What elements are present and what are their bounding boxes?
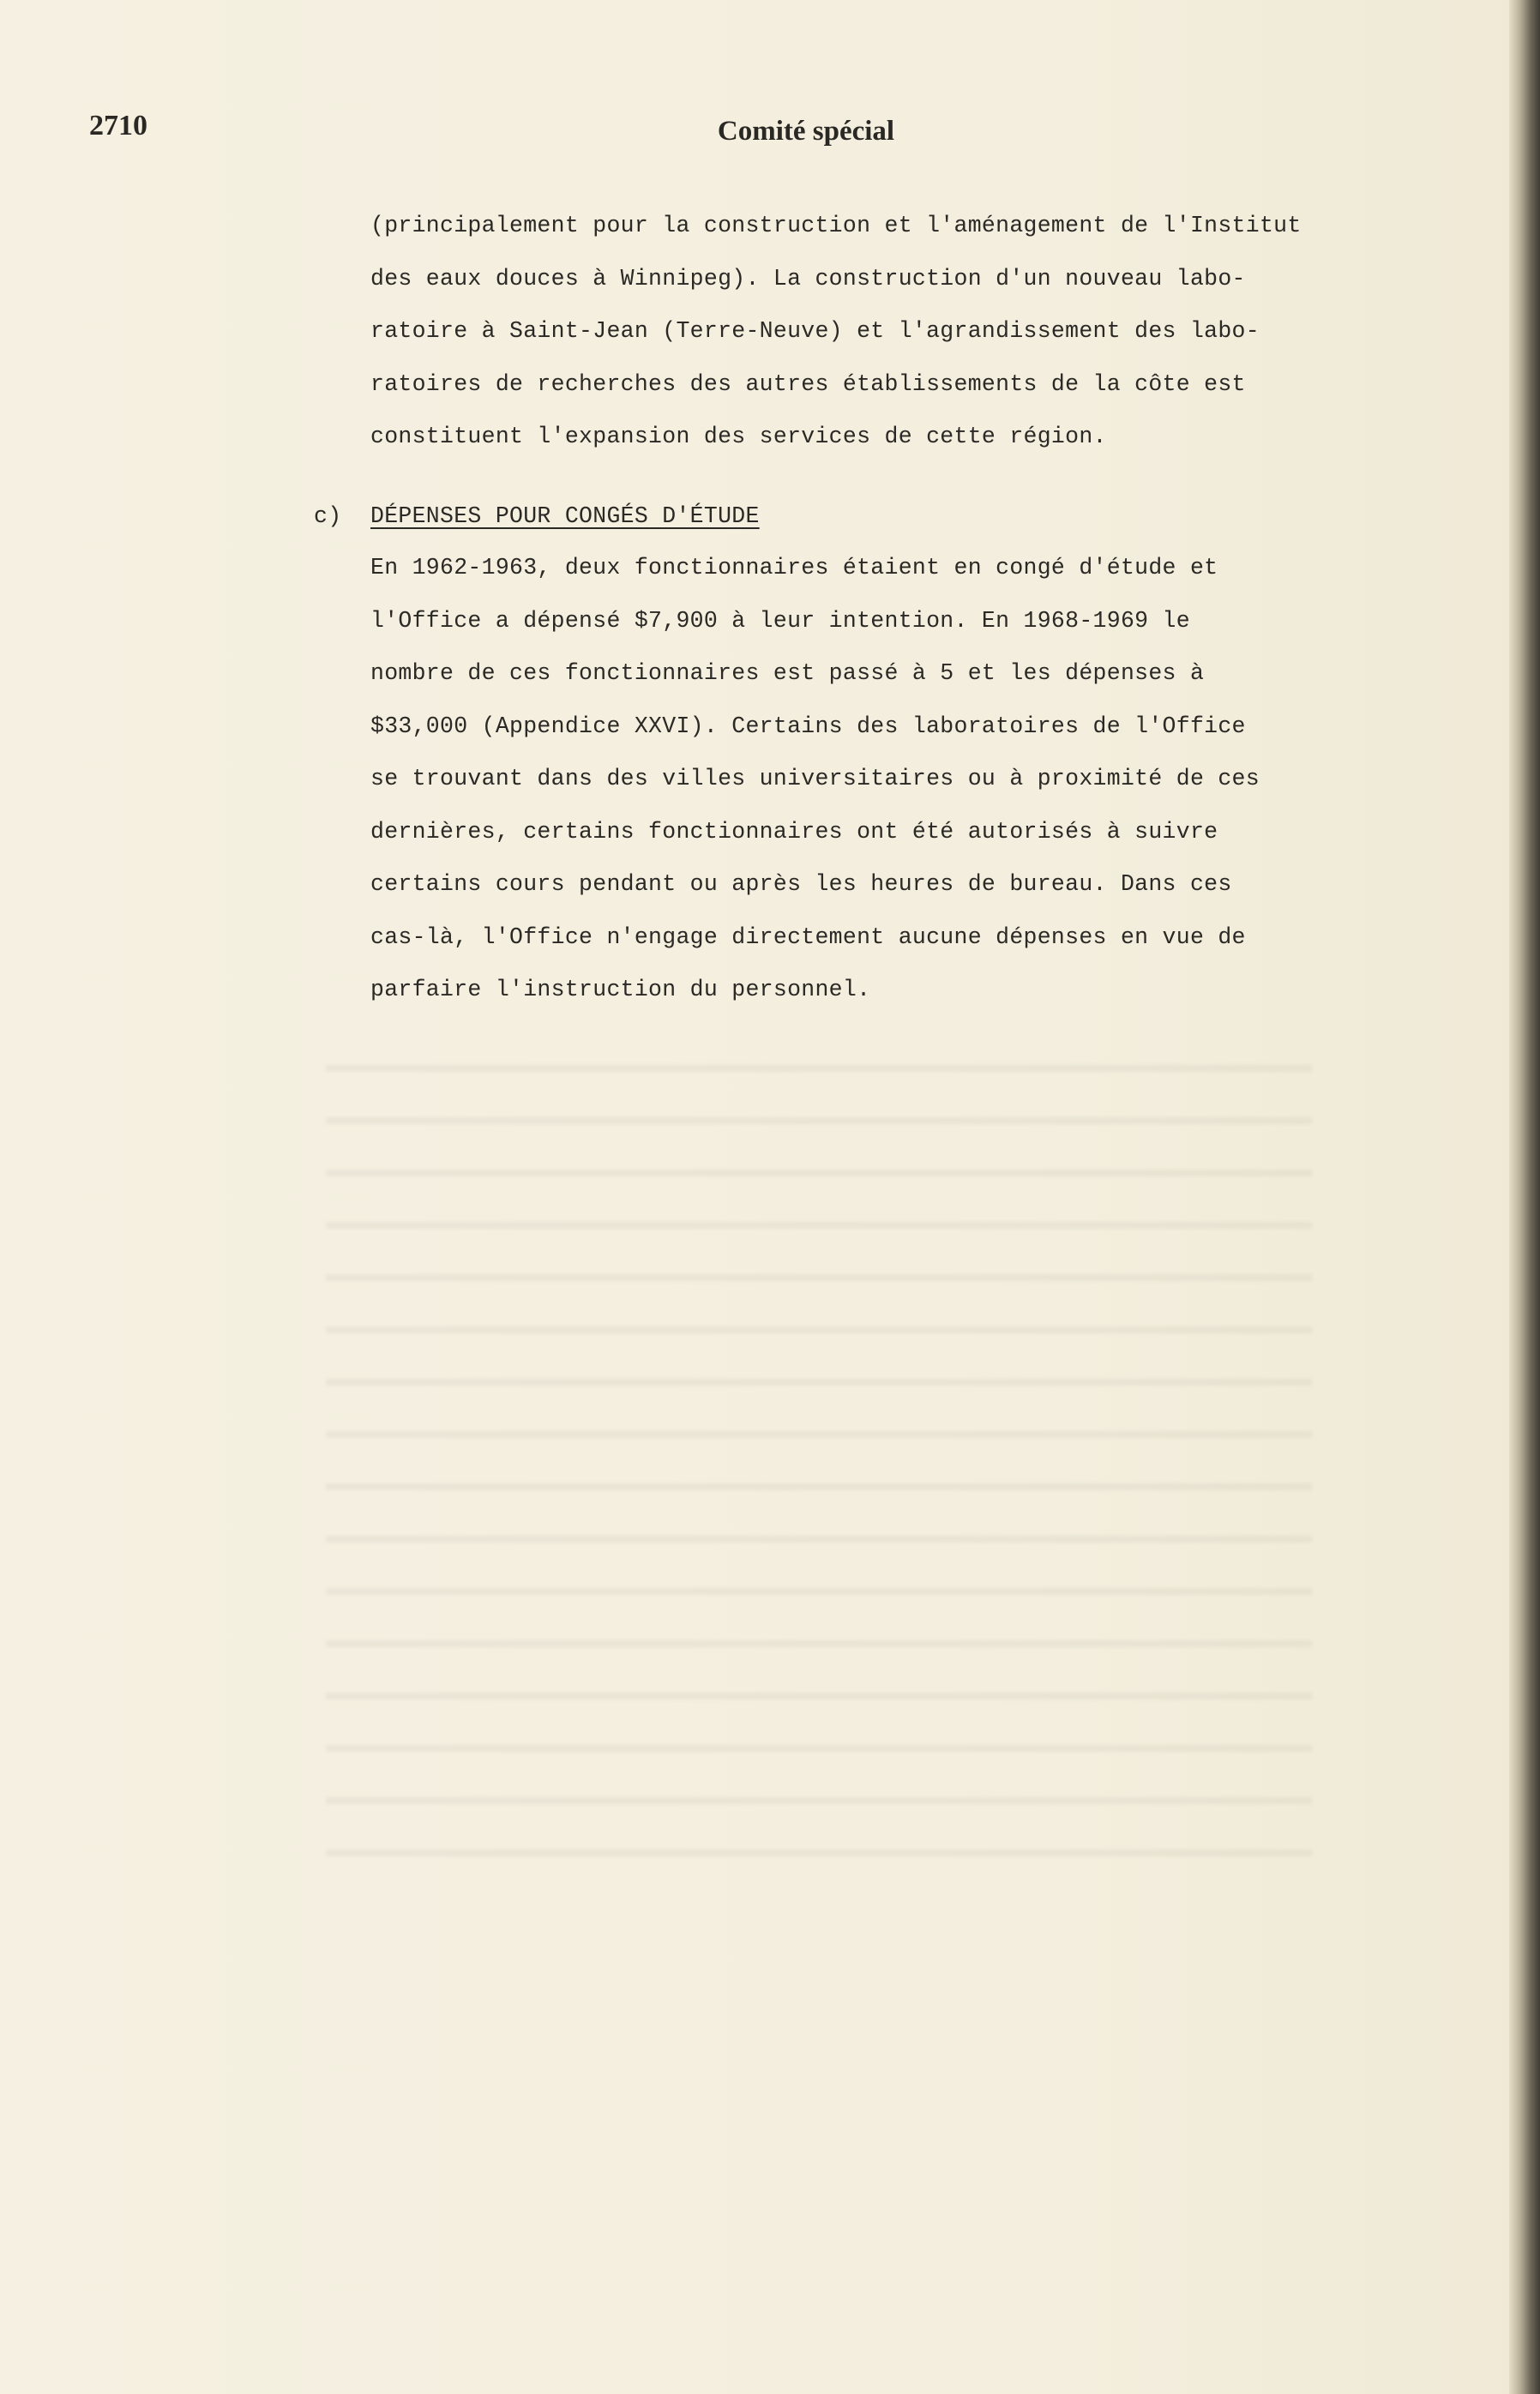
text-line: certains cours pendant ou après les heures de bureau. Dans ces — [370, 871, 1232, 897]
section-heading: DÉPENSES POUR CONGÉS D'ÉTUDE — [370, 503, 760, 529]
text-line: l'Office a dépensé $7,900 à leur intention. En 1968-1969 le — [370, 607, 1190, 634]
text-line: parfaire l'instruction du personnel. — [370, 977, 871, 1002]
text-line: (principalement pour la construction et l'aménagement de l'Institut — [370, 213, 1302, 238]
text-line: cas-là, l'Office n'engage directement aucune dépenses en vue de — [370, 923, 1246, 950]
page-binding-edge — [1509, 0, 1540, 2394]
text-line: des eaux douces à Winnipeg). La construction d'un nouveau labo- — [370, 265, 1246, 292]
text-line: dernières, certains fonctionnaires ont été autorisés à suivre — [370, 818, 1218, 845]
text-line: $33,000 (Appendice XXVI). Certains des laboratoires de l'Office — [370, 713, 1246, 739]
page-number: 2710 — [89, 110, 147, 141]
text-line: ratoire à Saint-Jean (Terre-Neuve) et l'agrandissement des labo- — [370, 318, 1260, 344]
text-line: nombre de ces fonctionnaires est passé à 5 et les dépenses à — [370, 660, 1205, 686]
text-line: ratoires de recherches des autres établissements de la côte est — [370, 370, 1246, 397]
section-c-paragraph — [370, 542, 1296, 1017]
text-line: constituent l'expansion des services de cette région. — [370, 424, 1107, 449]
text-line: se trouvant dans des villes universitaires ou à proximité de ces — [370, 766, 1260, 791]
text-line: En 1962-1963, deux fonctionnaires étaient en congé d'étude et — [370, 555, 1218, 580]
paragraph-continuation — [370, 200, 1302, 464]
running-head: Comité spécial — [717, 116, 895, 147]
section-label: c) — [314, 503, 342, 529]
show-through-texture — [326, 1029, 1312, 1886]
